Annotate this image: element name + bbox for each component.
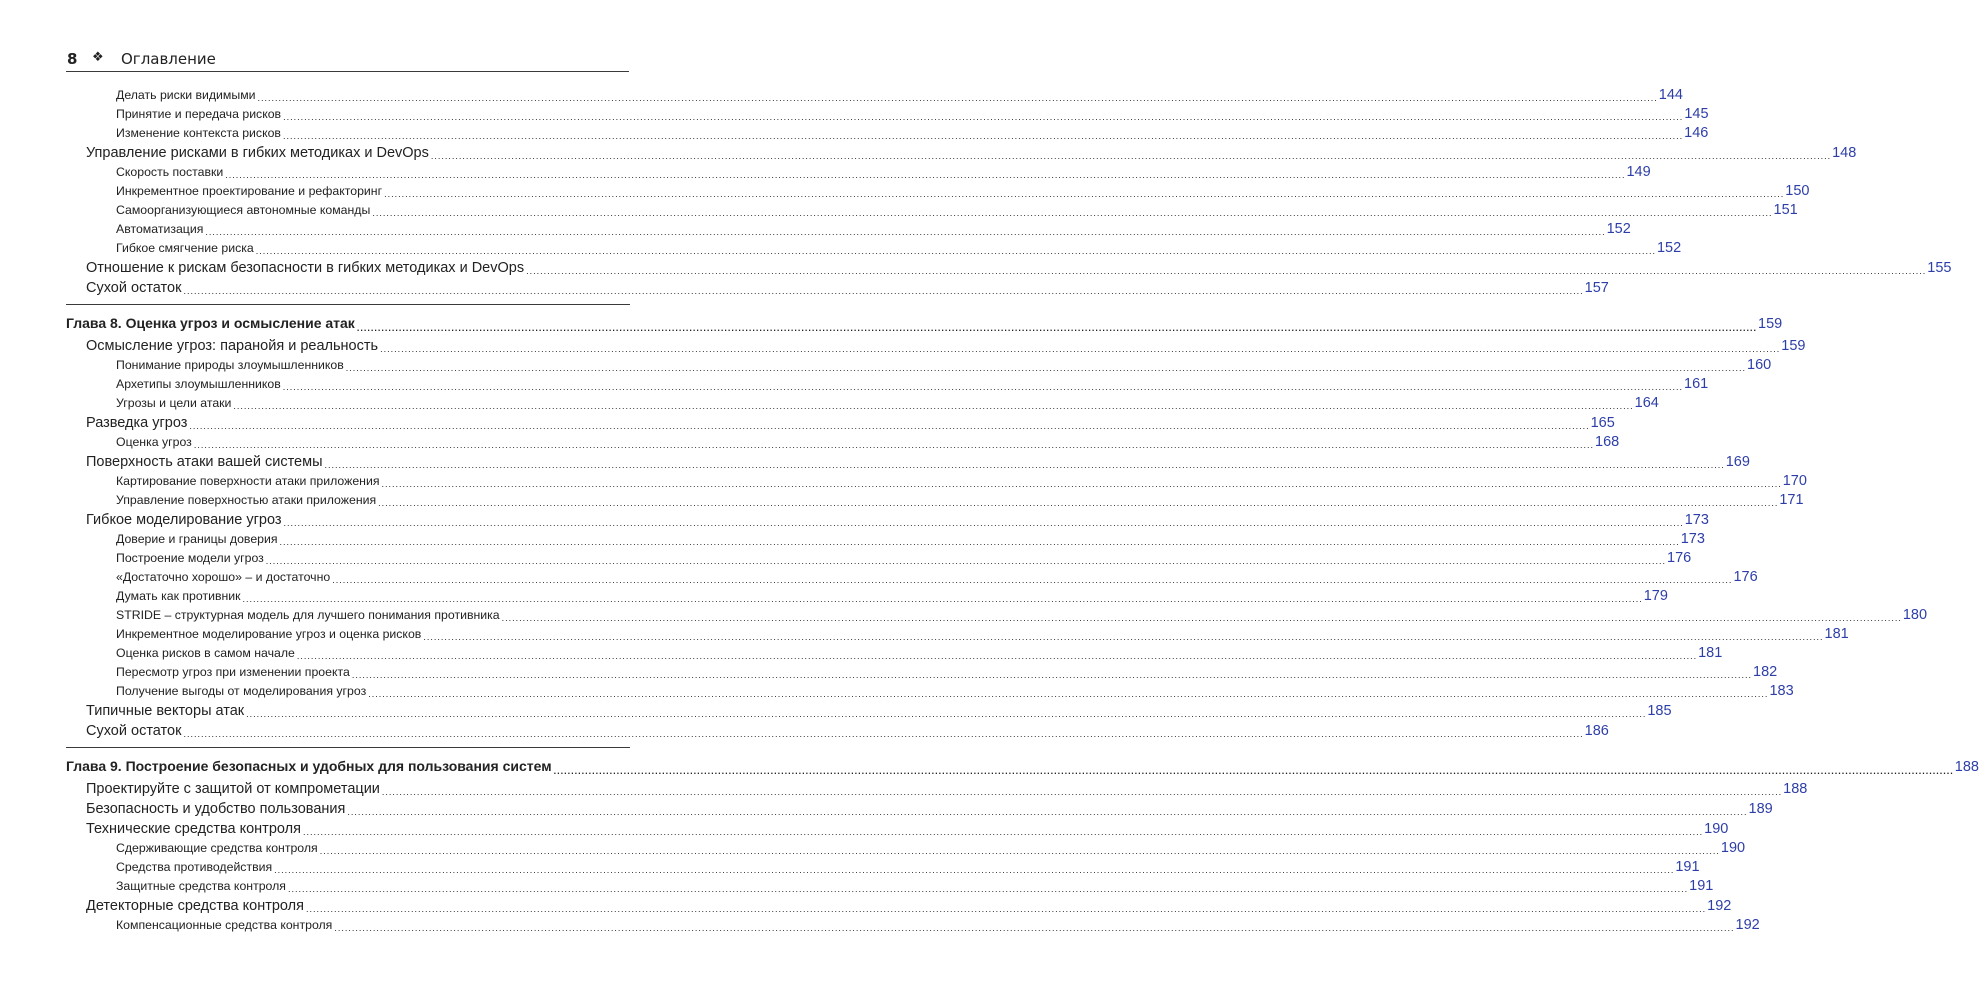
toc-entry-title: Делать риски видимыми	[116, 88, 256, 102]
toc-entry-title: Самоорганизующиеся автономные команды	[116, 203, 371, 217]
toc-entry[interactable]	[66, 472, 1807, 491]
toc-entry-title: Построение модели угроз	[116, 551, 264, 565]
toc-entry[interactable]	[66, 530, 1705, 549]
toc-entry[interactable]	[66, 877, 1714, 896]
dot-leader: ................................................................................................................................................................................................................................................................................................................................................................................................................	[183, 286, 1584, 296]
toc-page-number[interactable]: 165	[1590, 415, 1615, 431]
toc-entry-title: Изменение контекста рисков	[116, 126, 281, 140]
toc-entry-title: «Достаточно хорошо» – и достаточно	[116, 570, 331, 584]
chapter-separator	[66, 304, 630, 311]
toc-entry[interactable]	[66, 510, 1709, 530]
toc-entry[interactable]	[66, 682, 1794, 701]
toc-entry-title: Скорость поставки	[116, 165, 224, 179]
toc-entry-title: Технические средства контроля	[86, 821, 301, 837]
toc-entry[interactable]	[66, 278, 1609, 298]
toc-entry[interactable]	[66, 105, 1709, 124]
dot-leader: ................................................................................................................................................................................................................................................................................................................................................................................................................	[553, 766, 1954, 776]
dot-leader: ................................................................................................................................................................................................................................................................................................................................................................................................................	[372, 208, 1773, 218]
toc-entry-title: Принятие и передача рисков	[116, 107, 282, 121]
toc-page-number[interactable]: 149	[1626, 164, 1651, 180]
toc-entry[interactable]	[66, 124, 1709, 143]
dot-leader: ................................................................................................................................................................................................................................................................................................................................................................................................................	[246, 709, 1647, 719]
toc-entry-title: Доверие и границы доверия	[116, 532, 278, 546]
toc-entry-title: Защитные средства контроля	[116, 879, 286, 893]
toc-entry-title: Средства противодействия	[116, 860, 273, 874]
dot-leader: ................................................................................................................................................................................................................................................................................................................................................................................................................	[279, 537, 1680, 547]
toc-page-number[interactable]: 185	[1647, 703, 1672, 719]
dot-leader: ................................................................................................................................................................................................................................................................................................................................................................................................................	[430, 151, 1832, 161]
toc-page-number[interactable]: 159	[1781, 338, 1806, 354]
toc-entry[interactable]	[66, 163, 1651, 182]
toc-page-number[interactable]: 144	[1658, 87, 1683, 103]
toc-entry-title: Инкрементное моделирование угроз и оценка рисков	[116, 627, 422, 641]
toc-entry[interactable]	[66, 239, 1682, 258]
toc-page-number[interactable]: 182	[1753, 664, 1778, 680]
toc-entry-title: Пересмотр угроз при изменении проекта	[116, 665, 350, 679]
toc-entry-title: Проектируйте с защитой от компрометации	[86, 781, 380, 797]
toc-page-number[interactable]: 169	[1725, 454, 1750, 470]
toc-page-number[interactable]: 152	[1656, 240, 1682, 256]
dot-leader: ................................................................................................................................................................................................................................................................................................................................................................................................................	[265, 556, 1666, 566]
dot-leader: ................................................................................................................................................................................................................................................................................................................................................................................................................	[282, 131, 1684, 141]
toc-entry-title: STRIDE – структурная модель для лучшего понимания противника	[116, 608, 500, 622]
dot-leader: ................................................................................................................................................................................................................................................................................................................................................................................................................	[356, 323, 1758, 333]
toc-page-number[interactable]: 159	[1758, 316, 1783, 332]
dot-leader: ................................................................................................................................................................................................................................................................................................................................................................................................................	[242, 594, 1643, 604]
toc-entry-title: Безопасность и удобство пользования	[86, 801, 346, 817]
toc-page-number[interactable]: 181	[1698, 645, 1723, 661]
toc-entry-title: Управление поверхностью атаки приложения	[116, 493, 377, 507]
toc-entry-title: Глава 9. Построение безопасных и удобных для пользования систем	[66, 758, 552, 774]
toc-page-number[interactable]: 192	[1707, 898, 1732, 914]
toc-entry-title: Оценка угроз	[116, 435, 192, 449]
toc-entry[interactable]	[66, 625, 1849, 644]
toc-entry[interactable]	[66, 568, 1758, 587]
toc-entry[interactable]	[66, 220, 1631, 239]
toc-entry[interactable]	[66, 644, 1723, 663]
toc-entry[interactable]	[66, 779, 1808, 799]
toc-page-number[interactable]: 161	[1684, 376, 1709, 392]
toc-entry-title: Сухой остаток	[86, 723, 182, 739]
toc-entry-title: Гибкое моделирование угроз	[86, 512, 282, 528]
toc-entry[interactable]	[66, 394, 1659, 413]
dot-leader: ................................................................................................................................................................................................................................................................................................................................................................................................................	[305, 904, 1707, 914]
dot-leader: ................................................................................................................................................................................................................................................................................................................................................................................................................	[526, 266, 1927, 276]
toc-entry-title: Разведка угроз	[86, 415, 188, 431]
toc-page-number[interactable]: 152	[1606, 221, 1631, 237]
dot-leader: ................................................................................................................................................................................................................................................................................................................................................................................................................	[205, 227, 1606, 237]
toc-page-number[interactable]: 170	[1782, 473, 1807, 489]
toc-entry[interactable]	[66, 549, 1692, 568]
toc-entry-title: Сдерживающие средства контроля	[116, 841, 318, 855]
toc-page-number[interactable]: 190	[1720, 840, 1746, 856]
dot-leader: ................................................................................................................................................................................................................................................................................................................................................................................................................	[302, 827, 1704, 837]
dot-leader: ................................................................................................................................................................................................................................................................................................................................................................................................................	[324, 460, 1725, 470]
toc-page-number[interactable]: 150	[1785, 183, 1810, 199]
toc-entry[interactable]	[66, 587, 1668, 606]
dot-leader: ................................................................................................................................................................................................................................................................................................................................................................................................................	[283, 518, 1684, 528]
toc-page-number[interactable]: 173	[1680, 531, 1705, 547]
toc-page-number[interactable]: 179	[1643, 588, 1668, 604]
dot-leader: ................................................................................................................................................................................................................................................................................................................................................................................................................	[255, 246, 1656, 256]
toc-entry[interactable]	[66, 606, 1928, 625]
dot-leader: ................................................................................................................................................................................................................................................................................................................................................................................................................	[283, 112, 1684, 122]
dot-leader: ................................................................................................................................................................................................................................................................................................................................................................................................................	[345, 363, 1746, 373]
toc-page-number[interactable]: 173	[1684, 512, 1709, 528]
toc-entry[interactable]	[66, 336, 1806, 356]
toc-entry[interactable]	[66, 258, 1952, 278]
toc-entry-title: Угрозы и цели атаки	[116, 396, 232, 410]
toc-entry-title: Получение выгоды от моделирования угроз	[116, 684, 367, 698]
toc-entry-title: Управление рисками в гибких методиках и DevOps	[86, 145, 429, 161]
toc-entry[interactable]	[66, 413, 1615, 433]
toc-entry[interactable]	[66, 701, 1672, 721]
toc-entry[interactable]	[66, 491, 1804, 510]
toc-page-number[interactable]: 191	[1689, 878, 1714, 894]
toc-entry[interactable]	[66, 143, 1857, 163]
dot-leader: ................................................................................................................................................................................................................................................................................................................................................................................................................	[378, 498, 1779, 508]
running-header	[66, 47, 629, 72]
dot-leader: ................................................................................................................................................................................................................................................................................................................................................................................................................	[319, 846, 1720, 856]
toc-entry[interactable]	[66, 433, 1620, 452]
dot-leader: ................................................................................................................................................................................................................................................................................................................................................................................................................	[193, 440, 1595, 450]
toc-entry[interactable]	[66, 858, 1700, 877]
toc-page-number[interactable]: 176	[1667, 550, 1692, 566]
chapter-separator	[66, 747, 630, 754]
toc-entry[interactable]	[66, 663, 1778, 682]
toc-page-number[interactable]: 189	[1748, 801, 1773, 817]
ornament-icon: ❖	[92, 50, 104, 65]
toc-entry-title: Сухой остаток	[86, 280, 182, 296]
toc-page-number[interactable]: 186	[1584, 723, 1609, 739]
toc-page-number[interactable]: 168	[1595, 434, 1620, 450]
dot-leader: ................................................................................................................................................................................................................................................................................................................................................................................................................	[332, 575, 1733, 585]
dot-leader: ................................................................................................................................................................................................................................................................................................................................................................................................................	[334, 923, 1735, 933]
toc-entry-title: Автоматизация	[116, 222, 204, 236]
dot-leader: ................................................................................................................................................................................................................................................................................................................................................................................................................	[189, 421, 1590, 431]
dot-leader: ................................................................................................................................................................................................................................................................................................................................................................................................................	[282, 382, 1683, 392]
page-number: 8	[67, 50, 78, 68]
dot-leader: ................................................................................................................................................................................................................................................................................................................................................................................................................	[225, 170, 1626, 180]
toc-entry[interactable]	[66, 819, 1729, 839]
dot-leader: ................................................................................................................................................................................................................................................................................................................................................................................................................	[287, 884, 1689, 894]
toc-entry-title: Типичные векторы атак	[86, 703, 245, 719]
toc-entry-title: Понимание природы злоумышленников	[116, 358, 344, 372]
toc-page-number[interactable]: 188	[1954, 759, 1979, 775]
toc-entry[interactable]	[66, 896, 1732, 916]
dot-leader: ................................................................................................................................................................................................................................................................................................................................................................................................................	[296, 651, 1698, 661]
toc-entry-title: Детекторные средства контроля	[86, 898, 304, 914]
toc-chapter[interactable]	[66, 754, 1979, 778]
toc-page-number[interactable]: 192	[1735, 917, 1760, 933]
toc-entry[interactable]	[66, 839, 1746, 858]
toc-chapter[interactable]	[66, 311, 1783, 335]
toc-page-number[interactable]: 160	[1747, 357, 1772, 373]
toc-entry[interactable]	[66, 356, 1772, 375]
toc-page-number[interactable]: 151	[1773, 202, 1798, 218]
toc-entry-title: Компенсационные средства контроля	[116, 918, 333, 932]
dot-leader: ................................................................................................................................................................................................................................................................................................................................................................................................................	[380, 344, 1781, 354]
toc-entry[interactable]	[66, 916, 1760, 935]
dot-leader: ................................................................................................................................................................................................................................................................................................................................................................................................................	[257, 93, 1658, 103]
toc-entry-title: Архетипы злоумышленников	[116, 377, 281, 391]
dot-leader: ................................................................................................................................................................................................................................................................................................................................................................................................................	[233, 401, 1634, 411]
toc-entry[interactable]	[66, 799, 1773, 819]
running-title: Оглавление	[121, 50, 216, 68]
toc-entry[interactable]	[66, 182, 1810, 201]
toc-entry[interactable]	[66, 375, 1709, 394]
toc-page-number[interactable]: 181	[1824, 626, 1849, 642]
toc-page-number[interactable]: 191	[1675, 859, 1700, 875]
toc-entry-title: Картирование поверхности атаки приложения	[116, 474, 380, 488]
toc-entry-title: Отношение к рискам безопасности в гибких методиках и DevOps	[86, 260, 525, 276]
dot-leader: ................................................................................................................................................................................................................................................................................................................................................................................................................	[501, 613, 1902, 623]
toc-page-number[interactable]: 171	[1779, 492, 1804, 508]
toc-entry-title: Оценка рисков в самом начале	[116, 646, 295, 660]
toc-page-number[interactable]: 148	[1832, 145, 1857, 161]
dot-leader: ................................................................................................................................................................................................................................................................................................................................................................................................................	[274, 865, 1675, 875]
dot-leader: ................................................................................................................................................................................................................................................................................................................................................................................................................	[347, 807, 1748, 817]
toc-page-number[interactable]: 155	[1927, 260, 1952, 276]
table-of-contents	[66, 86, 1979, 935]
toc-entry-title: Гибкое смягчение риска	[116, 241, 254, 255]
toc-entry[interactable]	[66, 721, 1609, 741]
toc-page-number[interactable]: 157	[1584, 280, 1609, 296]
dot-leader: ................................................................................................................................................................................................................................................................................................................................................................................................................	[381, 479, 1782, 489]
toc-entry-title: Глава 8. Оценка угроз и осмысление атак	[66, 315, 355, 331]
toc-page-number[interactable]: 188	[1783, 781, 1808, 797]
toc-page-number[interactable]: 145	[1684, 106, 1709, 122]
toc-page-number[interactable]: 183	[1769, 683, 1794, 699]
dot-leader: ................................................................................................................................................................................................................................................................................................................................................................................................................	[368, 689, 1769, 699]
toc-entry[interactable]	[66, 86, 1683, 105]
dot-leader: ................................................................................................................................................................................................................................................................................................................................................................................................................	[183, 729, 1584, 739]
toc-entry-title: Осмысление угроз: паранойя и реальность	[86, 338, 379, 354]
toc-entry[interactable]	[66, 201, 1798, 220]
toc-entry-title: Думать как противник	[116, 589, 241, 603]
dot-leader: ................................................................................................................................................................................................................................................................................................................................................................................................................	[351, 670, 1753, 680]
toc-page-number[interactable]: 180	[1902, 607, 1928, 623]
toc-page-number[interactable]: 164	[1634, 395, 1659, 411]
toc-page-number[interactable]: 146	[1684, 125, 1709, 141]
dot-leader: ................................................................................................................................................................................................................................................................................................................................................................................................................	[384, 189, 1785, 199]
toc-page-number[interactable]: 190	[1704, 821, 1729, 837]
dot-leader: ................................................................................................................................................................................................................................................................................................................................................................................................................	[423, 632, 1824, 642]
toc-entry-title: Поверхность атаки вашей системы	[86, 454, 323, 470]
toc-page-number[interactable]: 176	[1733, 569, 1758, 585]
dot-leader: ................................................................................................................................................................................................................................................................................................................................................................................................................	[381, 787, 1783, 797]
toc-entry[interactable]	[66, 452, 1750, 472]
toc-entry-title: Инкрементное проектирование и рефакторинг	[116, 184, 383, 198]
